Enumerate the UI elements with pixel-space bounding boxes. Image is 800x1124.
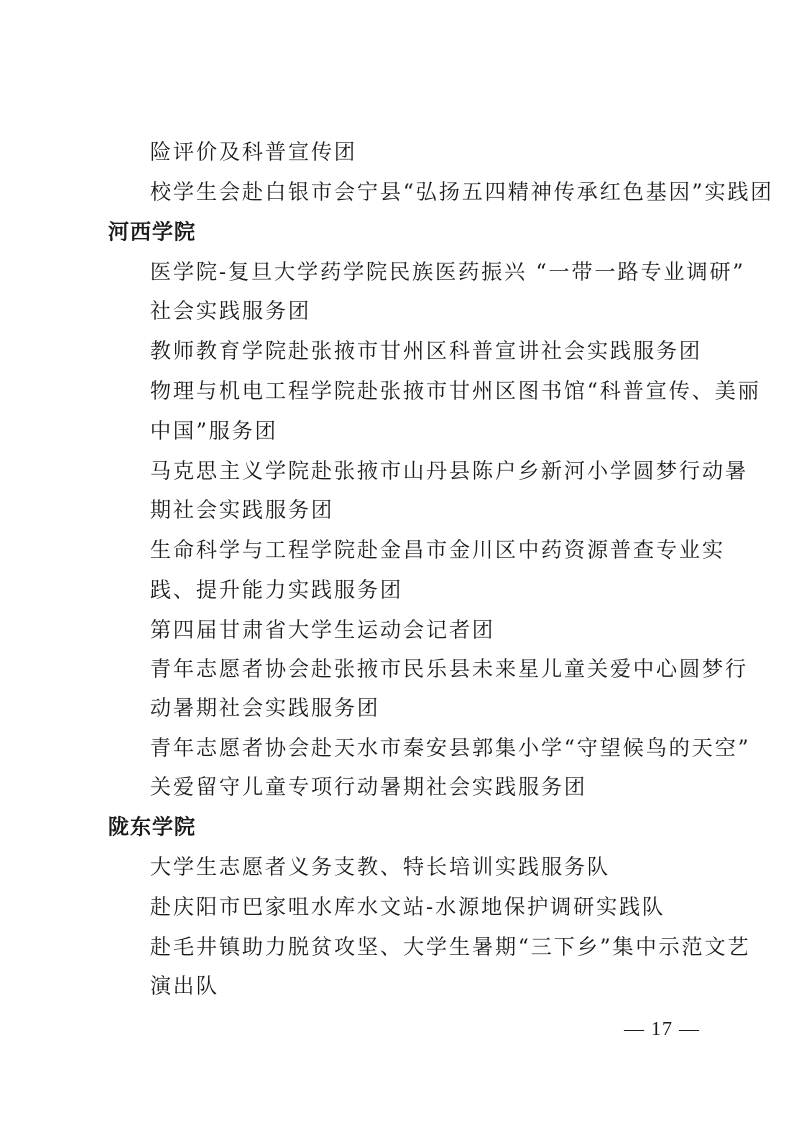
entry-line: 生命科学与工程学院赴金昌市金川区中药资源普查专业实	[150, 538, 725, 562]
entry-line: 赴庆阳市巴家咀水库水文站-水源地保护调研实践队	[150, 895, 666, 919]
entry-line: 青年志愿者协会赴张掖市民乐县未来星儿童关爱中心圆梦行	[150, 657, 748, 681]
entry-line: 物理与机电工程学院赴张掖市甘州区图书馆“科普宣传、美丽	[150, 379, 761, 403]
entry-line: 第四届甘肃省大学生运动会记者团	[150, 618, 495, 642]
entry-line: 践、提升能力实践服务团	[150, 578, 403, 602]
entry-line: 演出队	[150, 974, 219, 998]
section-heading: 陇东学院	[108, 815, 196, 839]
entry-line: 校学生会赴白银市会宁县“弘扬五四精神传承红色基因”实践团	[150, 180, 774, 204]
section-heading: 河西学院	[108, 220, 196, 244]
page-number: — 17 —	[624, 1018, 700, 1040]
entry-line: 青年志愿者协会赴天水市秦安县郭集小学“守望候鸟的天空”	[150, 736, 751, 760]
entry-line: 中国”服务团	[150, 419, 278, 443]
entry-line: 大学生志愿者义务支教、特长培训实践服务队	[150, 855, 610, 879]
entry-line: 动暑期社会实践服务团	[150, 696, 380, 720]
entry-line: 险评价及科普宣传团	[150, 140, 357, 164]
entry-line: 社会实践服务团	[150, 299, 311, 323]
entry-line: 关爱留守儿童专项行动暑期社会实践服务团	[150, 775, 587, 799]
entry-line: 赴毛井镇助力脱贫攻坚、大学生暑期“三下乡”集中示范文艺	[150, 935, 751, 959]
entry-line: 期社会实践服务团	[150, 498, 334, 522]
entry-line: 马克思主义学院赴张掖市山丹县陈户乡新河小学圆梦行动暑	[150, 459, 748, 483]
entry-line: 医学院-复旦大学药学院民族医药振兴 “一带一路专业调研”	[150, 260, 746, 284]
entry-line: 教师教育学院赴张掖市甘州区科普宣讲社会实践服务团	[150, 339, 702, 363]
